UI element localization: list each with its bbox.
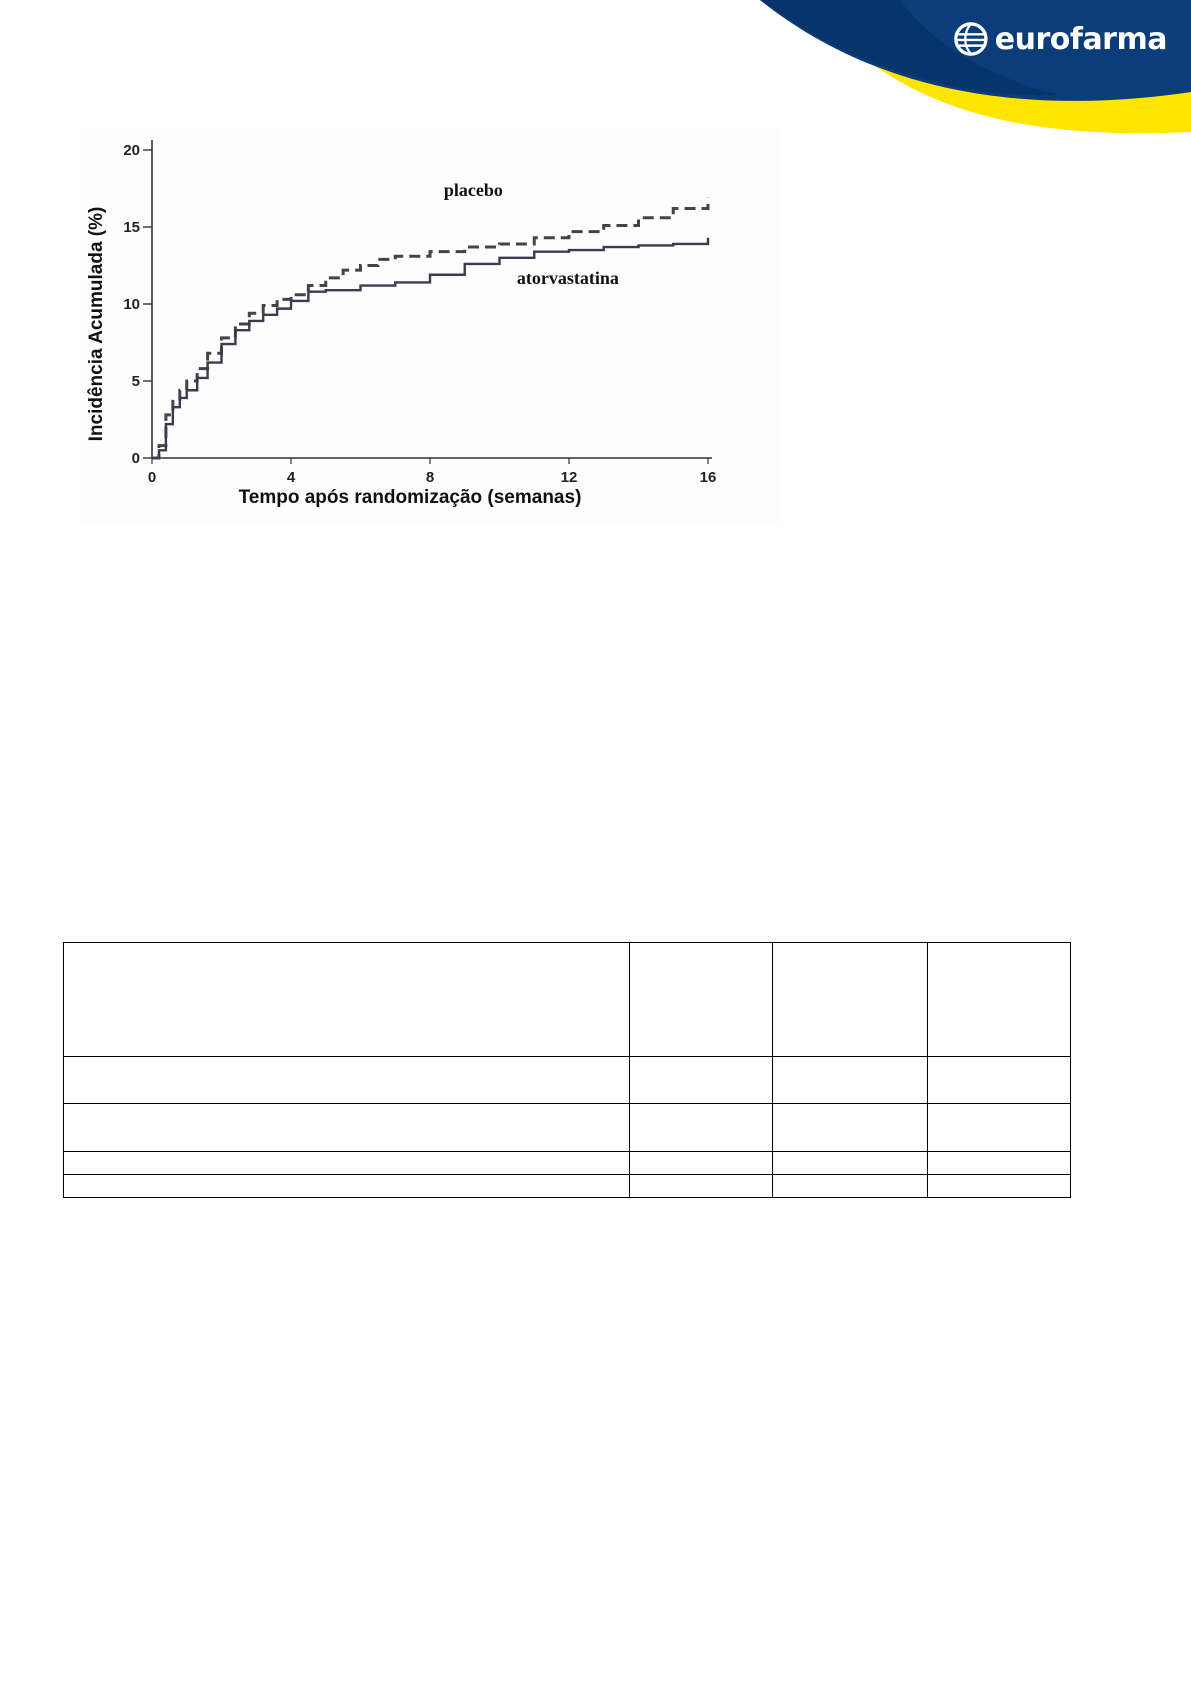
- y-axis-title: Incidência Acumulada (%): [86, 206, 107, 442]
- table-cell: [928, 1104, 1071, 1152]
- series-line-placebo: [152, 198, 708, 458]
- x-tick-label: 16: [699, 469, 717, 486]
- table-row: [64, 1057, 1071, 1104]
- table-cell: [64, 1152, 630, 1175]
- chart-labels: [86, 180, 619, 508]
- y-tick-label: 15: [123, 219, 140, 236]
- brand-logo: [953, 14, 1167, 64]
- cumulative-incidence-chart: [80, 128, 780, 523]
- table-cell: [772, 943, 928, 1057]
- brand-name: eurofarma: [994, 21, 1167, 57]
- table-cell: [629, 943, 772, 1057]
- table-cell: [772, 1104, 928, 1152]
- x-tick-label: 12: [560, 469, 578, 486]
- table-cell: [772, 1057, 928, 1104]
- table-row: [64, 1175, 1071, 1198]
- table-cell: [928, 1152, 1071, 1175]
- series-line-atorvastatina: [152, 238, 708, 458]
- table-cell: [772, 1152, 928, 1175]
- table-row: [64, 943, 1071, 1057]
- table-cell: [64, 943, 630, 1057]
- chart-series: [152, 198, 708, 458]
- table-cell: [629, 1152, 772, 1175]
- table-cell: [629, 1104, 772, 1152]
- table-row: [64, 1152, 1071, 1175]
- y-tick-label: 5: [131, 373, 140, 390]
- x-tick-label: 4: [286, 469, 296, 486]
- x-tick-label: 8: [425, 469, 435, 486]
- x-axis-title: Tempo após randomização (semanas): [238, 487, 582, 508]
- data-table: [63, 942, 1071, 1198]
- table-cell: [928, 1175, 1071, 1198]
- table-cell: [629, 1175, 772, 1198]
- table-cell: [64, 1175, 630, 1198]
- series-label-placebo: placebo: [443, 180, 503, 201]
- y-tick-label: 20: [123, 142, 140, 159]
- table-cell: [64, 1057, 630, 1104]
- chart-figure: [80, 128, 780, 523]
- table-cell: [772, 1175, 928, 1198]
- table-row: [64, 1104, 1071, 1152]
- eurofarma-globe-logo-icon: [953, 20, 989, 58]
- series-label-atorvastatina: atorvastatina: [516, 267, 619, 288]
- table-cell: [629, 1057, 772, 1104]
- x-tick-label: 0: [147, 469, 157, 486]
- table-cell: [64, 1104, 630, 1152]
- y-tick-label: 10: [123, 296, 140, 313]
- chart-axes: [123, 140, 716, 486]
- y-tick-label: 0: [131, 450, 140, 467]
- table-cell: [928, 943, 1071, 1057]
- table-cell: [928, 1057, 1071, 1104]
